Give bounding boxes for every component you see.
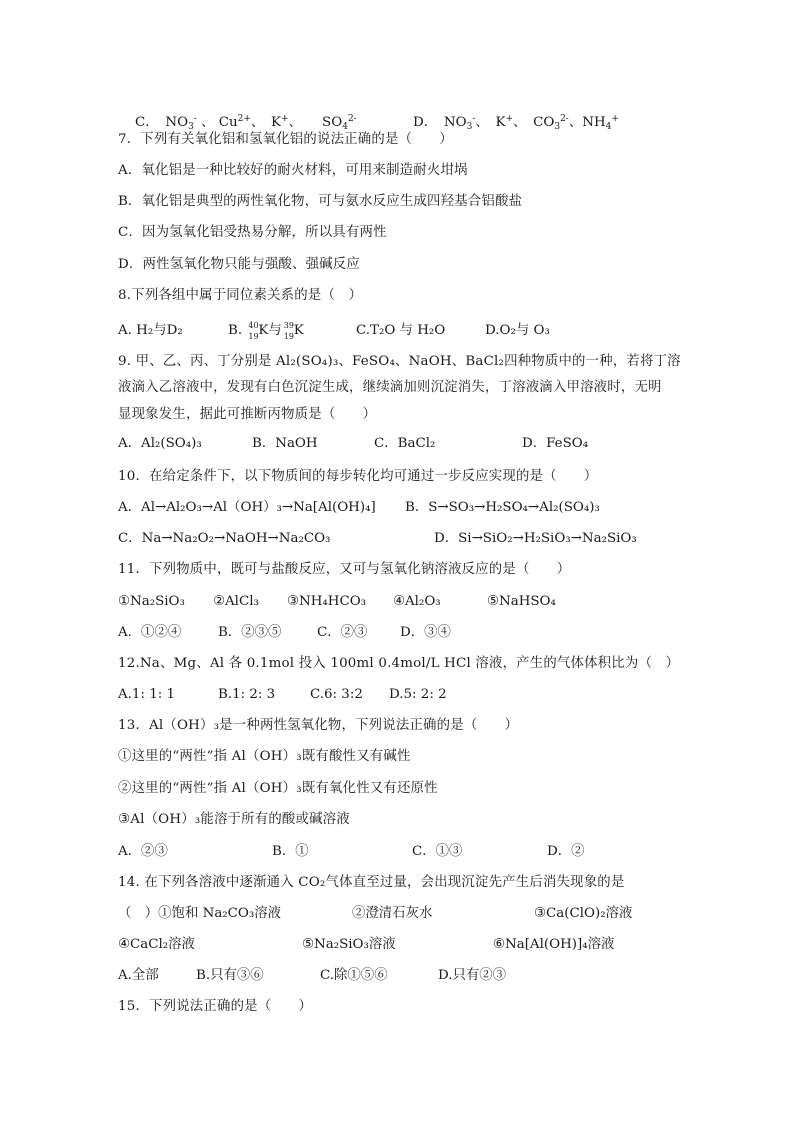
ion: NO [165, 115, 189, 130]
q12-option-a: A.1: 1: 1 [118, 687, 176, 702]
q11-option-c: C．②③ [317, 625, 368, 640]
q9-option-b: B．NaOH [252, 436, 318, 451]
ion: Cu [218, 115, 238, 130]
option-text: K与 [258, 323, 282, 338]
atomic-number: 19 [283, 332, 294, 341]
ion: SO [322, 115, 343, 130]
q11-stem: 11．下列物质中，既可与盐酸反应，又可与氢氧化钠溶液反应的是（ ） [118, 562, 571, 577]
q14-item-1: （ ）①饱和 Na₂CO₃溶液 [118, 906, 282, 921]
q9-line-2: 液滴入乙溶液中，发现有白色沉淀生成，继续滴加则沉淀消失，丁溶液滴入甲溶液时，无明 [118, 380, 662, 395]
q14-option-c: C.除①⑤⑥ [320, 968, 388, 983]
option-label: B. [228, 323, 243, 338]
q8-option-c: C.T₂O 与 H₂O [356, 323, 446, 338]
q14-option-d: D.只有②③ [438, 968, 507, 983]
q13-statement-1: ①这里的“两性”指 Al（OH）₃既有酸性又有碱性 [118, 749, 411, 764]
q7-option-d: D．两性氢氧化物只能与强酸、强碱反应 [118, 257, 360, 272]
q15-stem: 15．下列说法正确的是（ ） [118, 999, 313, 1014]
q11-item-1: ①Na₂SiO₃ [118, 594, 185, 609]
q11-option-d: D．③④ [400, 625, 451, 640]
ion: CO [533, 115, 555, 130]
ion: NO [443, 115, 467, 130]
isotope-notation [246, 322, 258, 340]
ion: K [271, 115, 282, 130]
q10-option-d: D．Si→SiO₂→H₂SiO₃→Na₂SiO₃ [434, 531, 637, 546]
q9-option-c: C．BaCl₂ [374, 436, 436, 451]
q12-stem: 12.Na、Mg、Al 各 0.1mol 投入 100ml 0.4mol/L HCl 溶液，产生的气体体积比为（ ） [118, 656, 680, 671]
q7-option-b: B．氧化铝是典型的两性氧化物，可与氨水反应生成四羟基合铝酸盐 [118, 194, 523, 209]
option-text: K [293, 323, 304, 338]
q9-line-3: 显现象发生，据此可推断丙物质是（ ） [118, 407, 377, 422]
q13-option-d: D．② [547, 844, 585, 859]
q7-stem: 7．下列有关氧化铝和氢氧化铝的说法正确的是（ ） [118, 132, 453, 147]
q11-item-3: ③NH₄HCO₃ [287, 594, 367, 609]
q13-stem: 13．Al（OH）₃是一种两性氢氧化物，下列说法正确的是（ ） [118, 718, 519, 733]
q9-line-1: 9. 甲、乙、丙、丁分别是 Al₂(SO₄)₃、FeSO₄、NaOH、BaCl₂四种物质中的一种，若将丁溶 [118, 354, 681, 369]
q13-statement-2: ②这里的“两性”指 Al（OH）₃既有氧化性又有还原性 [118, 781, 438, 796]
q14-option-a: A.全部 [118, 968, 159, 983]
q14-option-b: B.只有③⑥ [196, 968, 264, 983]
q9-option-d: D．FeSO₄ [522, 436, 589, 451]
ion: K [495, 115, 506, 130]
q12-option-b: B.1: 2: 3 [218, 687, 276, 702]
q13-statement-3: ③Al（OH）₃能溶于所有的酸或碱溶液 [118, 812, 350, 827]
option-label: C． [135, 115, 152, 130]
isotope-notation [282, 322, 294, 340]
q11-option-b: B．②③⑤ [218, 625, 282, 640]
q11-item-2: ②AlCl₃ [213, 594, 259, 609]
q14-stem: 14. 在下列各溶液中逐渐通入 CO₂气体直至过量，会出现沉淀先产生后消失现象的是 [118, 875, 625, 890]
q12-option-c: C.6: 3:2 [310, 687, 363, 702]
q10-stem: 10．在给定条件下，以下物质间的每步转化均可通过一步反应实现的是（ ） [118, 469, 598, 484]
q11-option-a: A．①②④ [118, 625, 182, 640]
q11-item-4: ④Al₂O₃ [393, 594, 441, 609]
mass-number: 39 [283, 321, 294, 330]
q7-option-a: A．氧化铝是一种比较好的耐火材料，可用来制造耐火坩埚 [118, 163, 468, 178]
q13-option-a: A．②③ [118, 844, 168, 859]
q10-option-a: A．Al→Al₂O₃→Al（OH）₃→Na[Al(OH)₄] [118, 500, 376, 515]
q10-option-c: C．Na→Na₂O₂→NaOH→Na₂CO₃ [118, 531, 331, 546]
q14-item-5: ⑤Na₂SiO₃溶液 [302, 937, 396, 952]
q13-option-c: C．①③ [412, 844, 463, 859]
q8-stem: 8.下列各组中属于同位素关系的是（ ） [118, 288, 363, 303]
q8-option-d: D.O₂与 O₃ [485, 323, 550, 338]
q14-item-6: ⑥Na[Al(OH)]₄溶液 [493, 937, 615, 952]
q12-option-d: D.5: 2: 2 [389, 687, 447, 702]
q14-item-4: ④CaCl₂溶液 [118, 937, 195, 952]
q7-option-c: C．因为氢氧化铝受热易分解，所以具有两性 [118, 225, 387, 240]
option-label: D． [413, 115, 431, 130]
atomic-number: 19 [248, 332, 259, 341]
ion: NH [582, 115, 606, 130]
q10-option-b: B．S→SO₃→H₂SO₄→Al₂(SO₄)₃ [405, 500, 600, 515]
q8-option-a: A. H₂与D₂ [118, 323, 183, 338]
q6-option-c: C． $NO_3^-$ 、 $Cu^{2+}$、 K+、 $SO_4^{2-}$ [135, 114, 357, 132]
q13-option-b: B．① [272, 844, 309, 859]
q11-item-5: ⑤NaHSO₄ [487, 594, 556, 609]
q6-option-d: D． $NO_3^-$、 K+、 $CO_3^{2-}$、$NH_4^+$ [413, 114, 619, 132]
mass-number: 40 [248, 321, 259, 330]
q14-item-3: ③Ca(ClO)₂溶液 [534, 906, 633, 921]
q14-item-2: ②澄清石灰水 [352, 906, 433, 921]
q8-option-b [228, 322, 304, 340]
q9-option-a: A．Al₂(SO₄)₃ [118, 436, 202, 451]
